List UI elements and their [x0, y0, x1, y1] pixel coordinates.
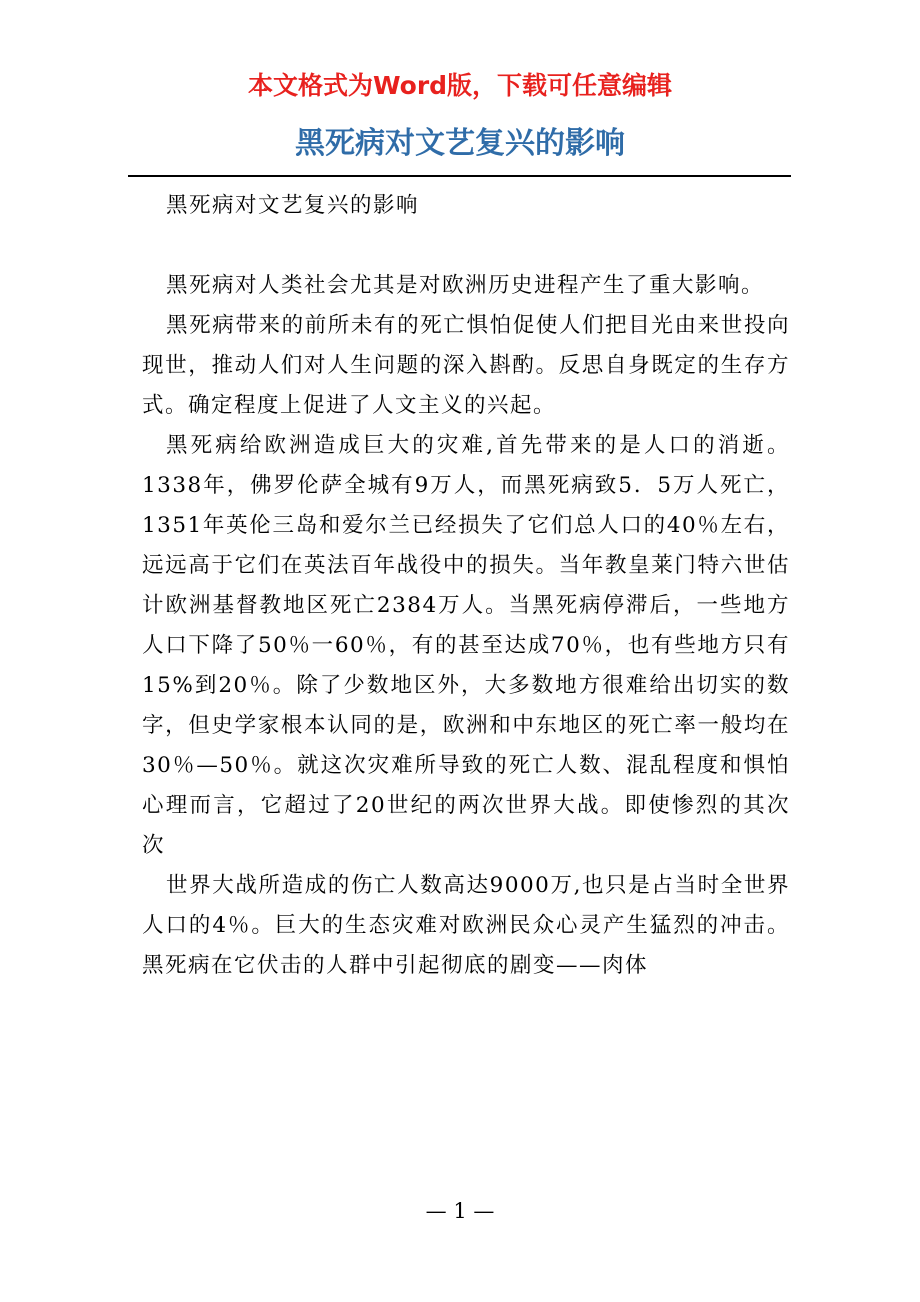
paragraph-subtitle: 黑死病对文艺复兴的影响	[166, 193, 420, 218]
paragraph: 世界大战所造成的伤亡人数高达9000万,也只是占当时全世界人口的4％。巨大的生态灾难对欧洲民众心灵产生猛烈的冲击。黑死病在它伏击的人群中引起彻底的剧变——肉体	[142, 873, 790, 978]
document-title: 黑死病对文艺复兴的影响	[295, 126, 625, 161]
paragraph: 黑死病带来的前所未有的死亡惧怕促使人们把目光由来世投向现世，推动人们对人生问题的深入斟酌。反思自身既定的生存方式。确定程度上促进了人文主义的兴起。	[142, 313, 790, 418]
paragraph: 黑死病对人类社会尤其是对欧洲历史进程产生了重大影响。	[166, 273, 765, 298]
document-body	[142, 186, 790, 986]
page-number: — 1 —	[425, 1199, 495, 1223]
paragraph-blank	[142, 226, 790, 266]
paragraph: 黑死病给欧洲造成巨大的灾难,首先带来的是人口的消逝。1338年，佛罗伦萨全城有9万人，而黑死病致5．5万人死亡，1351年英伦三岛和爱尔兰已经损失了它们总人口的40％左右，远远高于它们在英法百年战役中的损失。当年教皇莱门特六世估计欧洲基督教地区死亡2384万人。当黑死病停滞后，一些地方人口下降了50％一60％，有的甚至达成70％，也有些地方只有15%到20％。除了少数地区外，大多数地方很难给出切实的数字，但史学家根本认同的是，欧洲和中东地区的死亡率一般均在30％—50％。就这次灾难所导致的死亡人数、混乱程度和惧怕心理而言，它超过了20世纪的两次世界大战。即使惨烈的其次次	[142, 433, 790, 858]
download-banner: 本文格式为Word版，下载可任意编辑	[247, 71, 673, 100]
title-divider	[128, 175, 791, 177]
